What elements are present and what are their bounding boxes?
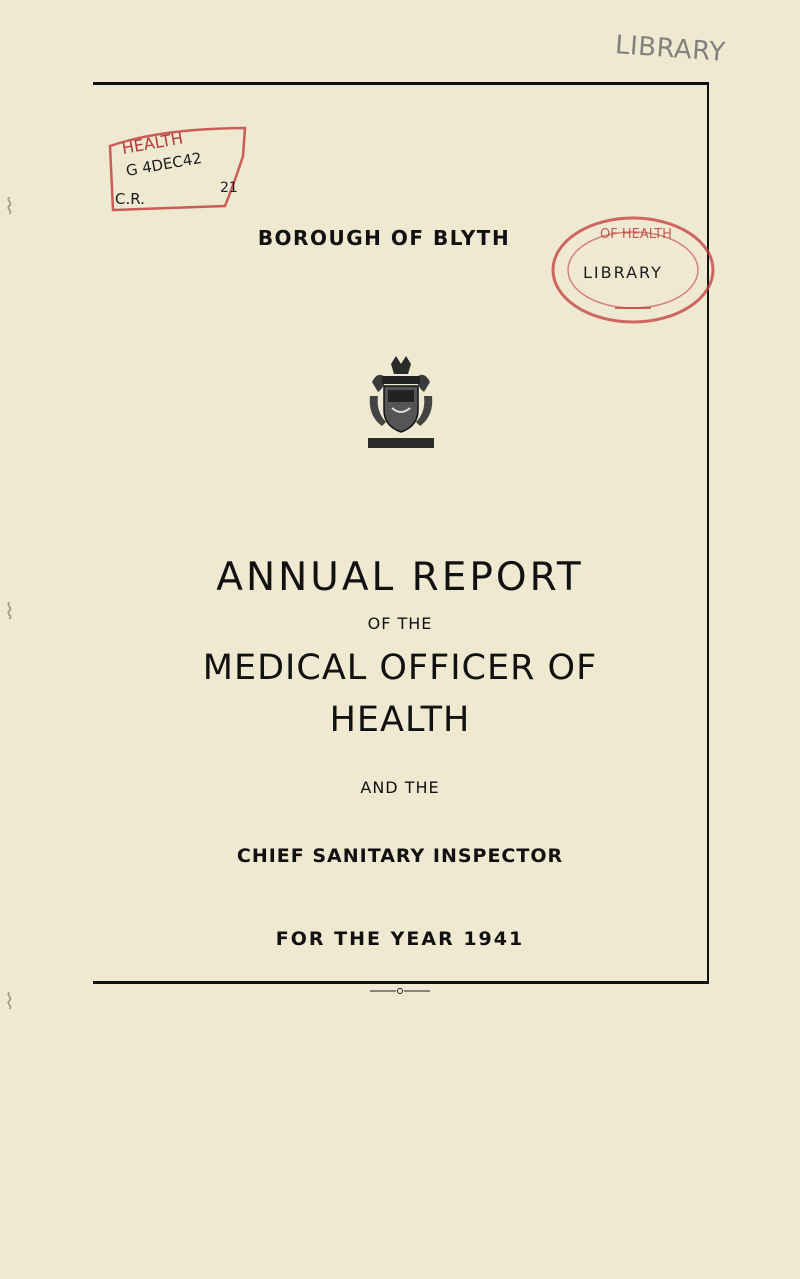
received-stamp-line2: G 4DEC42 [124, 148, 204, 180]
page-edge-mark: ⌇ [4, 195, 15, 220]
page-edge-mark: ⌇ [4, 600, 15, 625]
received-date-stamp [105, 126, 250, 212]
of-the-line: OF THE [367, 614, 433, 633]
received-stamp-line3: C.R. [115, 190, 145, 208]
borough-coat-of-arms-icon [366, 352, 436, 452]
library-stamp-top: OF HEALTH [600, 227, 672, 242]
borough-name: BOROUGH OF BLYTH [257, 226, 511, 250]
page-edge-mark: ⌇ [4, 990, 15, 1015]
received-stamp-line1: HEALTH [120, 128, 185, 158]
inspector-title: CHIEF SANITARY INSPECTOR [236, 845, 564, 867]
office-title-line1: MEDICAL OFFICER OF [202, 648, 598, 688]
library-stamp-center: LIBRARY [583, 263, 663, 282]
library-seal-stamp [545, 208, 715, 333]
report-year: FOR THE YEAR 1941 [275, 928, 525, 950]
and-the-line: AND THE [360, 778, 440, 797]
received-stamp-line4: 21 [220, 180, 238, 196]
top-stamp-text: LIBRARY [614, 30, 727, 68]
office-title-line2: HEALTH [329, 700, 471, 740]
section-divider [368, 985, 432, 997]
library-ownership-stamp [614, 30, 726, 68]
report-title: ANNUAL REPORT [216, 555, 584, 600]
